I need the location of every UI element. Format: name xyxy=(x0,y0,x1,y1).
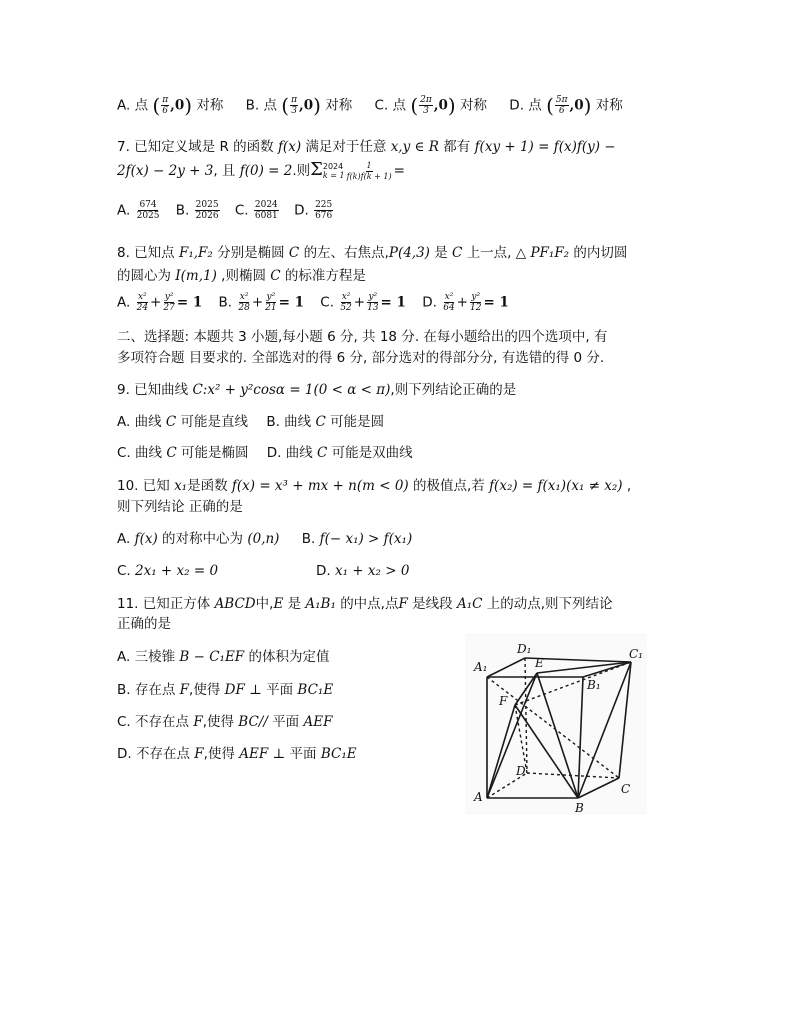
q11-option-d: D. 不存在点 F,使得 AEF ⊥ 平面 BC₁E xyxy=(117,746,357,762)
q6-option-c: C. 点 ( $\frac{2\pi}{3}$ ,0) 对称 xyxy=(374,93,487,118)
section2-line1: 二、选择题: 本题共 3 小题,每小题 6 分, 共 18 分. 在每小题给出的四个选项中, 有 xyxy=(117,329,608,345)
cube-figure xyxy=(465,633,647,815)
q9-option-b: B. 曲线 C 可能是圆 xyxy=(266,414,385,430)
label-b1: B₁ xyxy=(587,678,601,692)
q7-options xyxy=(117,200,334,221)
q6-options xyxy=(117,95,623,116)
figure-background xyxy=(465,633,647,815)
q10-option-a: A. f(x) 的对称中心为 (0,n) xyxy=(117,531,280,547)
q6-option-b: B. 点 ( $\frac{\pi}{3}$ ,0) 对称 xyxy=(245,93,353,118)
label-f: F xyxy=(499,694,508,708)
q10-stem-line2: 则下列结论 正确的是 xyxy=(117,499,243,515)
q11-option-b: B. 存在点 F,使得 DF ⊥ 平面 BC₁E xyxy=(117,682,334,698)
q10-options-row1 xyxy=(117,529,412,549)
q9-options-row1 xyxy=(117,412,384,432)
q10-option-d: D. x₁ + x₂ > 0 xyxy=(316,563,410,579)
label-e: E xyxy=(535,656,544,670)
label-c: C xyxy=(621,782,631,796)
q8-option-a: A. $\frac{\text{x²}}{24}$ + $\frac{\text{y²}}{27}$ = 1 xyxy=(117,292,203,313)
q11-stem-line2: 正确的是 xyxy=(117,616,171,632)
q9-option-a: A. 曲线 C 可能是直线 xyxy=(117,414,249,430)
q10-option-b: B. f(− x₁) > f(x₁) xyxy=(301,531,413,547)
q7-stem-line1: 7. 已知定义域是 R 的函数 f(x) 满足对于任意 x,y ∈ R 都有 f(xy + 1) = f(x)f(y) − xyxy=(117,139,616,155)
q7-option-b: B. $\frac{2025}{2026}$ xyxy=(175,200,219,221)
label-a: A xyxy=(474,790,483,804)
q10-stem-line1: 10. 已知 x₁是函数 f(x) = x³ + mx + n(m < 0) 的极值点,若 f(x₂) = f(x₁)(x₁ ≠ x₂) , xyxy=(117,478,632,494)
q9-option-d: D. 曲线 C 可能是双曲线 xyxy=(266,445,413,461)
q9-option-c: C. 曲线 C 可能是椭圆 xyxy=(117,445,249,461)
q7-option-c: C. $\frac{2024}{6081}$ xyxy=(234,200,278,221)
q10-options-row2 xyxy=(117,561,218,581)
q8-option-c: C. $\frac{\text{x²}}{52}$ + $\frac{\text{y²}}{13}$ = 1 xyxy=(320,292,406,313)
q8-options xyxy=(117,292,509,313)
q11-option-a: A. 三棱锥 B − C₁EF 的体积为定值 xyxy=(117,649,330,665)
q8-stem-line2: 的圆心为 I(m,1) ,则椭圆 C 的标准方程是 xyxy=(117,268,366,284)
q9-stem: 9. 已知曲线 C:x² + y²cosα = 1(0 < α < π),则下列结论正确的是 xyxy=(117,382,517,398)
label-d1: D₁ xyxy=(517,642,532,656)
q6-option-d: D. 点 ( $\frac{5\pi}{6}$ ,0) 对称 xyxy=(509,93,623,118)
label-d: D xyxy=(516,764,526,778)
q11-option-c: C. 不存在点 F,使得 BC// 平面 AEF xyxy=(117,714,333,730)
q8-option-b: B. $\frac{\text{x²}}{28}$ + $\frac{\text{y²}}{21}$ = 1 xyxy=(218,292,304,313)
q7-option-a: A. $\frac{674}{2025}$ xyxy=(117,200,160,221)
label-c1: C₁ xyxy=(629,647,643,661)
section2-line2: 多项符合题 目要求的. 全部选对的得 6 分, 部分选对的得部分分, 有选错的得 0 分. xyxy=(117,350,605,366)
q6-option-a: A. 点 ( $\frac{\pi}{6}$ ,0) 对称 xyxy=(117,93,224,118)
q7-option-d: D. $\frac{225}{676}$ xyxy=(294,200,333,221)
q8-option-d: D. $\frac{\text{x²}}{64}$ + $\frac{\text{y²}}{12}$ = 1 xyxy=(422,292,509,313)
label-a1: A₁ xyxy=(474,660,488,674)
q9-options-row2 xyxy=(117,443,413,463)
q11-stem-line1: 11. 已知正方体 ABCD中,E 是 A₁B₁ 的中点,点F 是线段 A₁C 上的动点,则下列结论 xyxy=(117,596,613,612)
q8-stem-line1: 8. 已知点 F₁,F₂ 分别是椭圆 C 的左、右焦点,P(4,3) 是 C 上一点, △ PF₁F₂ 的内切圆 xyxy=(117,245,628,261)
q7-stem-line2: 2f(x) − 2y + 3, 且 f(0) = 2.则Σ 2024 k = 1 $\frac{1}{f(k)f(k + 1)}$ = xyxy=(117,159,405,181)
q10-option-c: C. 2x₁ + x₂ = 0 xyxy=(117,563,219,579)
label-b: B xyxy=(575,801,584,815)
